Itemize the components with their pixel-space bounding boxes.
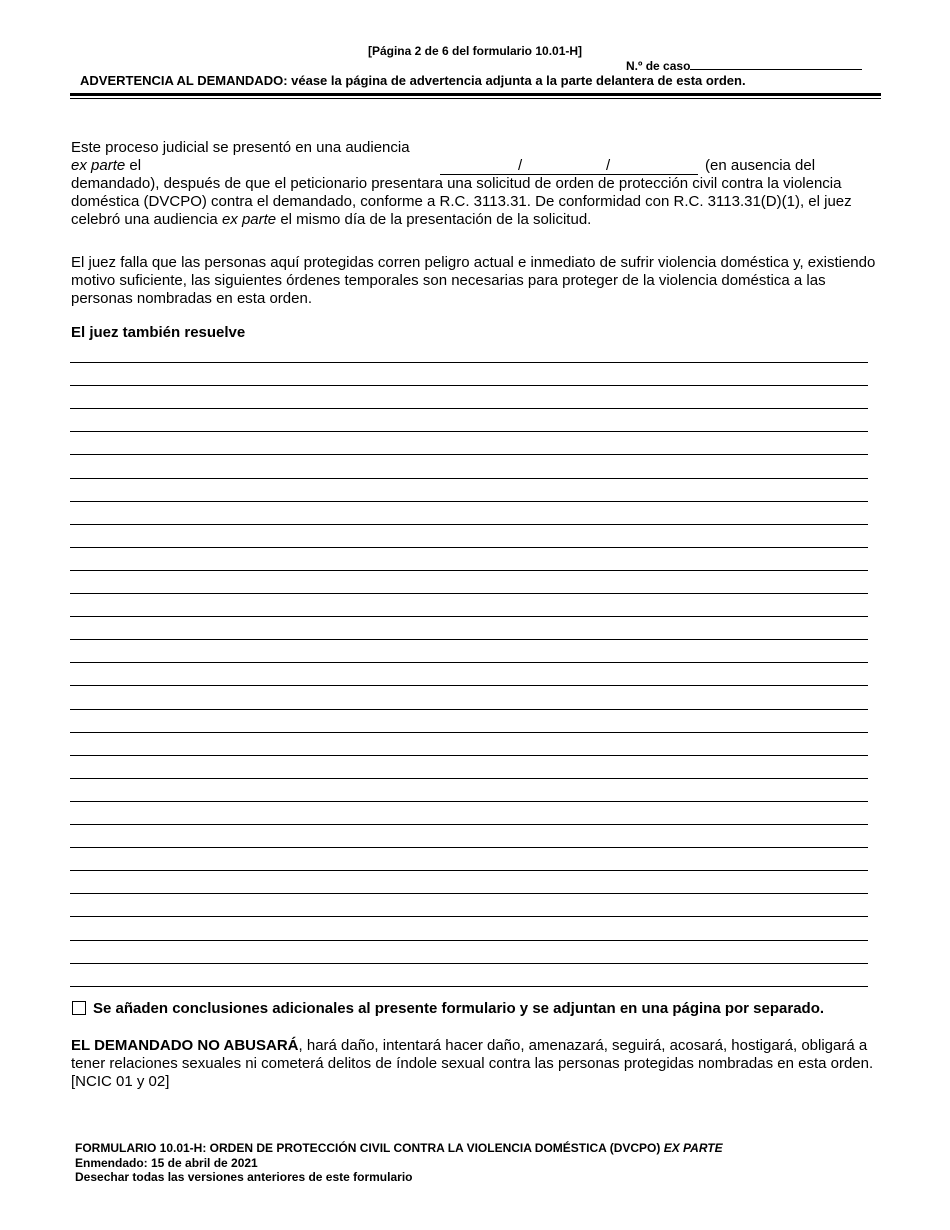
writing-line[interactable]: [70, 662, 868, 663]
case-number-input[interactable]: [690, 58, 862, 70]
no-abuse-text: , hará daño, intentará hacer daño, amenazará, seguirá, acosará, hostigará, obligará a tener relaciones sexuales ni cometerá delitos de índole sexual contra las personas protegidas nombradas en esta orden. [NCIC 01 y 02]: [71, 1037, 874, 1090]
writing-line[interactable]: [70, 524, 868, 525]
footer-form-title: [75, 1141, 723, 1155]
writing-line[interactable]: [70, 986, 868, 987]
writing-line[interactable]: [70, 963, 868, 964]
writing-line[interactable]: [70, 547, 868, 548]
ex-parte-italic: ex parte: [221, 211, 277, 228]
writing-line[interactable]: [70, 639, 868, 640]
hearing-text-continuation: [71, 175, 881, 229]
date-separator: /: [518, 157, 523, 174]
footer-title-italic: EX PARTE: [663, 1141, 723, 1155]
case-number-field: [626, 58, 862, 73]
case-number-label: N.º de caso: [626, 59, 691, 73]
writing-line[interactable]: [70, 847, 868, 848]
footer-discard: Desechar todas las versiones anteriores de este formulario: [75, 1170, 413, 1184]
no-abuse-paragraph: [71, 1037, 881, 1091]
writing-line[interactable]: [70, 478, 868, 479]
writing-line[interactable]: [70, 570, 868, 571]
finding-paragraph: El juez falla que las personas aquí protegidas corren peligro actual e inmediato de sufrir violencia doméstica y, existiendo motivo suficiente, las siguientes órdenes temporales son necesarias para proteger de la violencia doméstica a las personas nombradas en esta orden.: [71, 254, 876, 307]
page-label: [Página 2 de 6 del formulario 10.01-H]: [367, 44, 583, 58]
writing-line[interactable]: [70, 709, 868, 710]
continuation-text: demandado), después de que el peticionario presentara una solicitud de orden de protección civil contra la violencia doméstica (DVCPO) contra el demandado, conforme a R.C. 3113.31. De conformidad con R.C. 3113.31(D)(1), el juez celebró una audiencia: [71, 175, 852, 228]
writing-line[interactable]: [70, 501, 868, 502]
writing-line[interactable]: [70, 593, 868, 594]
writing-line[interactable]: [70, 755, 868, 756]
footer-amended: Enmendado: 15 de abril de 2021: [75, 1156, 258, 1170]
writing-line[interactable]: [70, 893, 868, 894]
writing-line[interactable]: [70, 454, 868, 455]
writing-line[interactable]: [70, 916, 868, 917]
additional-findings-checkbox[interactable]: [72, 1001, 86, 1015]
resolve-heading: El juez también resuelve: [71, 324, 246, 341]
absence-text: (en ausencia del: [705, 157, 816, 174]
writing-line[interactable]: [70, 940, 868, 941]
writing-line[interactable]: [70, 824, 868, 825]
additional-findings-label: Se añaden conclusiones adicionales al presente formulario y se adjuntan en una página por separado.: [93, 1000, 825, 1017]
writing-line[interactable]: [70, 778, 868, 779]
hearing-date-field[interactable]: [440, 157, 698, 175]
defendant-warning: ADVERTENCIA AL DEMANDADO: véase la página de advertencia adjunta a la parte delantera de esta orden.: [80, 73, 746, 88]
no-abuse-lead: EL DEMANDADO NO ABUSARÁ: [71, 1037, 299, 1054]
ex-parte-italic: ex parte: [71, 157, 126, 174]
header-divider-thick: [70, 93, 881, 96]
hearing-text-line2: [71, 157, 141, 175]
footer-title-text: FORMULARIO 10.01-H: ORDEN DE PROTECCIÓN CIVIL CONTRA LA VIOLENCIA DOMÉSTICA (DVCPO): [75, 1141, 664, 1155]
writing-line[interactable]: [70, 362, 868, 363]
header-divider-thin: [70, 98, 881, 99]
writing-line[interactable]: [70, 408, 868, 409]
el-text: el: [125, 157, 142, 174]
writing-line[interactable]: [70, 385, 868, 386]
continuation-text-end: el mismo día de la presentación de la solicitud.: [276, 211, 592, 228]
writing-line[interactable]: [70, 685, 868, 686]
writing-line[interactable]: [70, 431, 868, 432]
writing-line[interactable]: [70, 616, 868, 617]
writing-line[interactable]: [70, 870, 868, 871]
writing-line[interactable]: [70, 732, 868, 733]
date-separator: /: [606, 157, 611, 174]
hearing-text-line1: Este proceso judicial se presentó en una audiencia: [71, 139, 410, 156]
writing-line[interactable]: [70, 801, 868, 802]
